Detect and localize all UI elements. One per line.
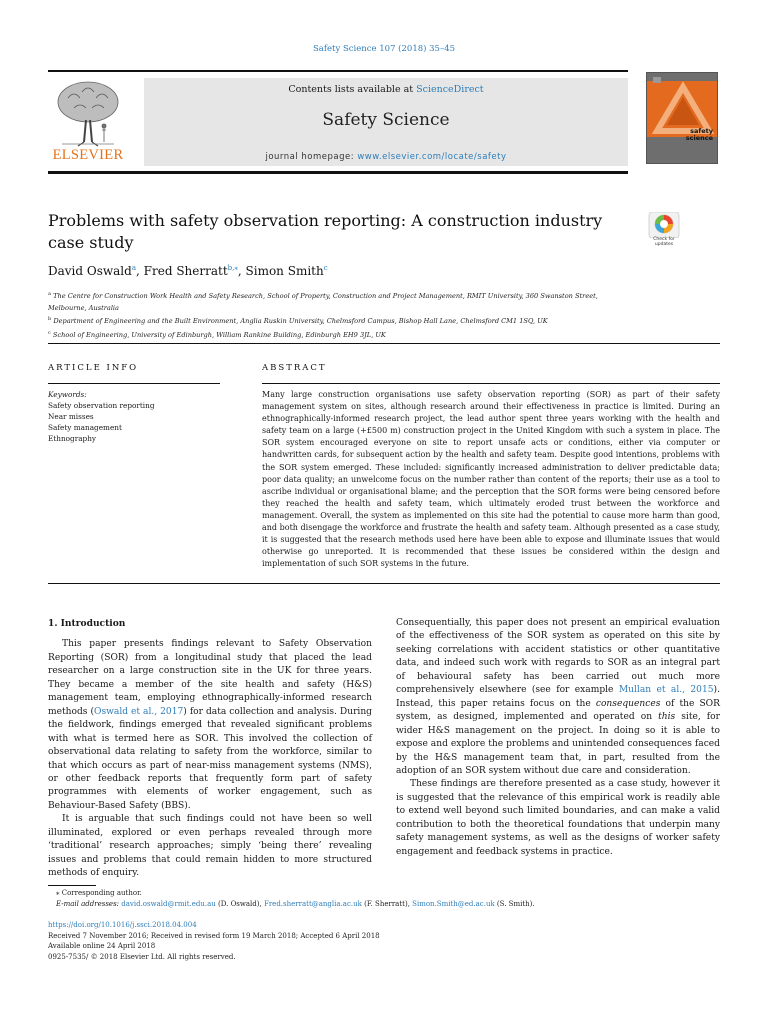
- author-name[interactable]: Simon Smith: [245, 264, 324, 278]
- section-heading-introduction: 1. Introduction: [48, 618, 126, 629]
- journal-homepage-link[interactable]: www.elsevier.com/locate/safety: [357, 152, 507, 162]
- email-owner: (S. Smith).: [494, 900, 535, 908]
- contents-prefix: Contents lists available at: [288, 84, 417, 95]
- article-info-heading: ARTICLE INFO: [48, 363, 139, 373]
- article-title: Problems with safety observation reporting: A construction industry case study: [48, 211, 603, 252]
- paragraph-text: ) for data collection and analysis. During the fieldwork, findings emerged that revealed significant problems with what is termed here as SOR. This involved the collection of observational data relating to safety from the workforce, similar to that which occurs as part of near-miss management systems (NMS), or other feedback reports that frequently form part of safety programmes with elements of worker engagement, such as Behaviour-Based Safety (BBS).: [48, 706, 373, 811]
- email-link[interactable]: Fred.sherratt@anglia.ac.uk: [263, 900, 362, 908]
- sciencedirect-link[interactable]: ScienceDirect: [416, 84, 484, 95]
- email-owner: (D. Oswald),: [215, 900, 264, 908]
- body-paragraph: [48, 638, 372, 813]
- crossmark-label: [646, 237, 682, 247]
- abstract-body: Many large construction organisations use safety observation reporting (SOR) as part of their safety management system on sites, although research around their effectiveness in practice is limited. During an ethnographically-informed research project, the lead author spent three years working with the health and safety team on a large (+£500 m) construction project in the United Kingdom with such a system in place. The SOR system encouraged everyone on site to report unsafe acts or conditions, either via computer or handwritten cards, for subsequent action by the health and safety team. Despite good intentions, problems with the SOR system emerged. These included: significantly increased administration to deliver predictable data; poor data quality; an unwelcome focus on the number rather than content of the reports; their use as a tool to ascribe individual or organisational blame; and the perception that the SOR forms were being censored before they reached the health and safety team, which ultimately eroded trust between the workforce and management. Overall, the system as implemented on this site had the potential to cause more harm than good, and both disengage the workforce and frustrate the health and safety team. Although presented as a case study, it is suggested that the research methods used here have been able to expose and illuminate issues that would otherwise go unreported. It is recommended that these issues be considered within the design and implementation of such SOR systems in the future.: [262, 390, 720, 569]
- author-separator: ,: [237, 264, 246, 278]
- email-addresses: [48, 899, 728, 910]
- section-divider: [48, 583, 720, 584]
- affiliation-item: [48, 328, 628, 342]
- abstract-divider: [262, 383, 720, 384]
- paragraph-text: Consequentially, this paper does not present an empirical evaluation of the effectiveness of the SOR system as operated on this site by seeking correlations with accident statistics or other quantitative data, and indeed such work with regards to SOR as an integral part of behavioural safety has been carried out much more comprehensively elsewhere (see for example: [396, 618, 720, 696]
- body-paragraph: [396, 617, 720, 778]
- homepage-prefix: journal homepage:: [265, 152, 358, 162]
- author-name[interactable]: Fred Sherratt: [143, 264, 228, 278]
- affiliation-item: [48, 314, 628, 328]
- received-dates: Received 7 November 2016; Received in revised form 19 March 2018; Accepted 6 April 2018: [48, 931, 380, 940]
- affiliation-label: c: [48, 329, 51, 336]
- footnotes: [48, 888, 728, 910]
- crossmark-label-line: updates: [654, 242, 674, 247]
- keyword-item: Safety management: [48, 422, 122, 432]
- journal-cover-image[interactable]: [646, 72, 718, 164]
- journal-banner: [144, 78, 628, 166]
- emphasis-text: this: [658, 712, 676, 723]
- affiliation-text: The Centre for Construction Work Health and Safety Research, School of Property, Construction and Project Management, RMIT University, 360 Swanston Street, Melbourne, Australia: [48, 292, 598, 312]
- body-column-right: [396, 617, 720, 859]
- affiliation-marker[interactable]: c: [323, 264, 328, 272]
- email-link[interactable]: david.oswald@rmit.edu.au: [121, 900, 216, 908]
- affiliation-list: [48, 289, 628, 342]
- footnote-divider: [48, 885, 96, 886]
- author-separator: ,: [136, 264, 144, 278]
- keyword-item: Safety observation reporting: [48, 400, 155, 410]
- cover-title-line: safety: [690, 127, 713, 135]
- elsevier-tree-logo[interactable]: [48, 78, 128, 168]
- journal-masthead: [48, 70, 628, 174]
- keyword-item: Ethnography: [48, 433, 97, 443]
- affiliation-text: School of Engineering, University of Edinburgh, William Rankine Building, Edinburgh EH9 3JL, UK: [52, 331, 386, 340]
- elsevier-tree-icon: [48, 78, 128, 148]
- body-paragraph: It is arguable that such findings could not have been so well illuminated, explored or even perhaps revealed through more ‘traditional’ research approaches; simply ‘being there’ revealing issues and problems that could remain hidden to more structured methods of enquiry.: [48, 814, 372, 879]
- corresponding-author-note: ⁎ Corresponding author.: [56, 889, 142, 897]
- affiliation-item: [48, 289, 628, 314]
- keywords-label: Keywords:: [48, 390, 87, 399]
- keywords-block: [48, 390, 228, 445]
- publication-info: [48, 920, 728, 962]
- paragraph-text: ). Instead, this paper retains focus on the: [396, 685, 720, 709]
- author-list: [48, 264, 328, 278]
- section-divider: [48, 343, 720, 344]
- available-online-date: Available online 24 April 2018: [48, 942, 156, 950]
- body-paragraph: These findings are therefore presented as a case study, however it is suggested that the relevance of this empirical work is readily able to extend well beyond such limited boundaries, and can make a valid contribution to both the theoretical foundations that underpin many safety management systems, as well as the designs of worker safety engagement and feedback systems in practice.: [396, 779, 720, 857]
- cover-title: [686, 128, 713, 141]
- contents-available-line: [144, 84, 628, 95]
- keyword-item: Near misses: [48, 411, 94, 421]
- paragraph-text: This paper presents findings relevant to Safety Observation Reporting (SOR) from a longitudinal study that placed the lead researcher on a large construction site in the UK for three years. They became a member of the site health and safety (H&S) management team, employing ethnographically-informed research methods (: [48, 639, 372, 717]
- check-for-updates-badge[interactable]: [646, 212, 682, 250]
- author-name[interactable]: David Oswald: [48, 264, 132, 278]
- affiliation-text: Department of Engineering and the Built Environment, Anglia Ruskin University, Chelmsford Campus, Bishop Hall Lane, Chelmsford CM1 1SQ, UK: [53, 317, 548, 326]
- cover-triangle-icon: [647, 73, 718, 164]
- affiliation-marker[interactable]: b,⁎: [227, 264, 238, 272]
- cover-title-line: science: [685, 133, 713, 142]
- reference-link[interactable]: Mullan et al., 2015: [618, 685, 714, 696]
- crossmark-icon: [646, 212, 682, 238]
- email-link[interactable]: Simon.Smith@ed.ac.uk: [412, 900, 495, 908]
- journal-homepage-line: [144, 152, 628, 162]
- email-owner: (F. Sherratt),: [361, 900, 413, 908]
- crossmark-label-line: Check for: [653, 237, 675, 242]
- affiliation-label: b: [48, 316, 52, 323]
- reference-link[interactable]: Oswald et al., 2017: [94, 706, 184, 717]
- body-column-left: [48, 617, 372, 881]
- affiliation-label: a: [48, 291, 51, 297]
- paragraph-text: site, for wider H&S management on the project. In doing so it is able to expose and explore the problems and unintended consequences faced by the H&S management team that, in part, resulted from the adoption of an SOR system without due care and consideration.: [396, 712, 720, 776]
- paragraph-text: of the SOR system, as designed, implemented and operated on: [396, 698, 720, 723]
- email-label: E-mail addresses:: [56, 900, 122, 908]
- journal-citation[interactable]: Safety Science 107 (2018) 35–45: [312, 44, 456, 54]
- journal-title[interactable]: Safety Science: [322, 110, 450, 130]
- abstract-heading: ABSTRACT: [262, 363, 327, 373]
- emphasis-text: consequences: [595, 698, 661, 709]
- affiliation-marker[interactable]: a: [131, 264, 137, 272]
- copyright-notice: 0925-7535/ © 2018 Elsevier Ltd. All rights reserved.: [48, 952, 236, 961]
- elsevier-wordmark: ELSEVIER: [52, 147, 124, 163]
- doi-link[interactable]: https://doi.org/10.1016/j.ssci.2018.04.004: [48, 921, 197, 929]
- article-info-divider: [48, 383, 220, 384]
